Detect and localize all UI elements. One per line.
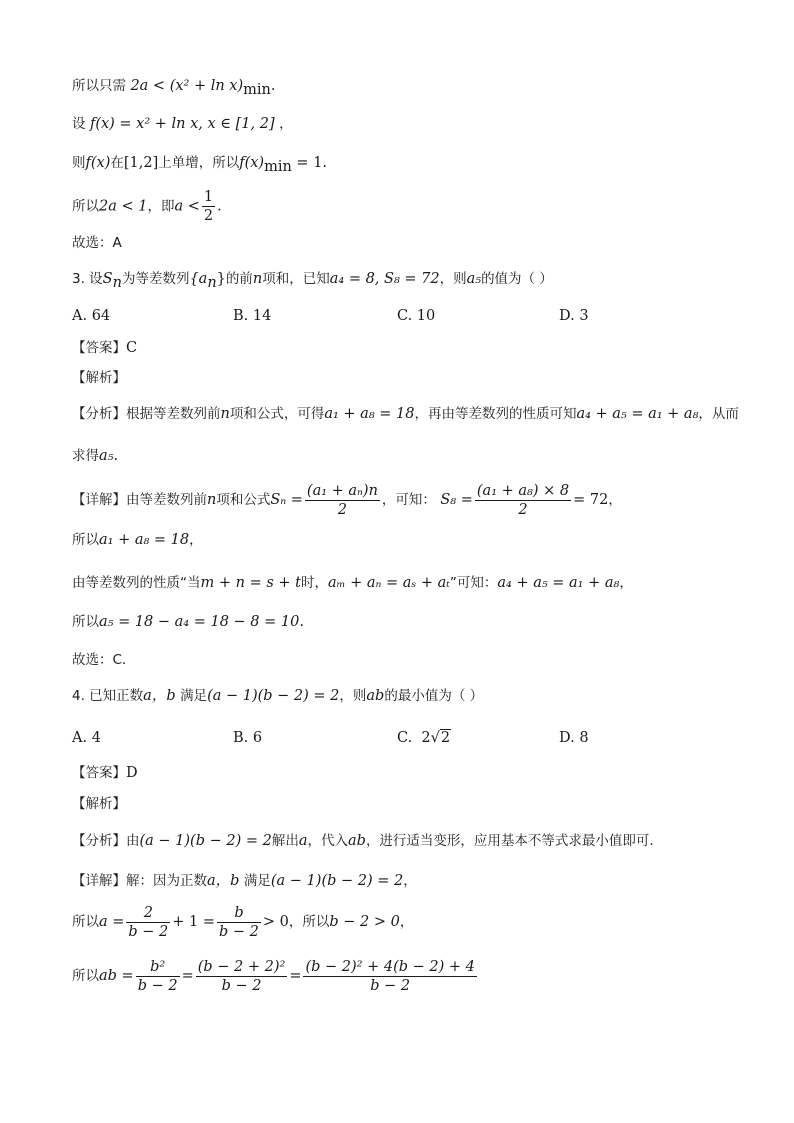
math: a₄ = 8, S₈ = 72 xyxy=(329,271,440,287)
math: 2a < 1 xyxy=(99,198,148,215)
math: f(x) xyxy=(85,155,111,171)
option-c: C. 2√2 xyxy=(397,730,451,746)
option-c: C. 10 xyxy=(397,308,436,324)
question-4-xiangjie xyxy=(72,871,417,891)
fraction: $\frac{\text{(b − 2)² + 4(b − 2) + 4}}{b - 2}$ xyxy=(305,958,475,994)
xiangjie-tag: 【详解】 xyxy=(72,873,126,889)
math: = 1. xyxy=(291,155,328,171)
text: 设 xyxy=(72,116,86,132)
math: a，b xyxy=(143,688,176,704)
option-a: A. 64 xyxy=(72,308,111,324)
text: ， xyxy=(608,492,622,508)
fraction: $\frac{\text{(a₁ + aₙ)n}}{2}$ xyxy=(306,482,378,518)
text: ，则 xyxy=(439,271,467,287)
fraction: $\frac{b}{b - 2}$ xyxy=(219,904,259,940)
answer-value: C xyxy=(126,340,138,356)
fraction: $\frac{\text{(b − 2 + 2)²}}{b - 2}$ xyxy=(197,958,286,994)
text: ， xyxy=(189,532,203,548)
math: } xyxy=(216,271,226,287)
option-d: D. 3 xyxy=(559,308,589,324)
math: 2a < (x² + ln x) xyxy=(130,78,244,94)
math-sub: min xyxy=(243,81,271,98)
text: 根据等差数列前 xyxy=(126,406,221,422)
text: ，则 xyxy=(339,688,367,704)
text: ，从而 xyxy=(698,406,739,422)
math: [1,2] xyxy=(123,155,159,171)
text: 在 xyxy=(110,155,124,171)
text: ，所以 xyxy=(288,914,330,930)
text: 解出 xyxy=(271,833,299,849)
text: 的最小值为（ ） xyxy=(384,688,484,704)
text: 所以 xyxy=(72,914,99,930)
math: f(x) = x² + ln x, x ∈ [1, 2] xyxy=(89,116,275,132)
text: 由 xyxy=(126,833,140,849)
text: 所以只需 xyxy=(72,78,126,94)
option-b: B. 6 xyxy=(233,730,263,746)
question-4-stem xyxy=(72,686,483,706)
option-b: B. 14 xyxy=(233,308,272,324)
math: n xyxy=(207,492,217,508)
text: 所以 xyxy=(72,614,99,630)
math: . xyxy=(113,448,119,464)
jiexi-tag: 【解析】 xyxy=(72,796,126,812)
math: + 1 = xyxy=(172,914,216,930)
text: 由等差数列前 xyxy=(126,492,207,508)
line-monotone xyxy=(72,153,327,173)
text: ， xyxy=(399,914,414,930)
text: 所以 xyxy=(72,532,99,548)
math-sub: n xyxy=(207,274,217,291)
text: 所以 xyxy=(72,198,99,215)
math: a = xyxy=(99,914,125,930)
question-4-fenxi: 【分析】由(a − 1)(b − 2) = 2解出a，代入ab，进行适当变形，应用基本不等式求最小值即可. xyxy=(72,833,654,849)
question-3-fenxi-cont xyxy=(72,446,118,466)
math: (a − 1)(b − 2) = 2 xyxy=(207,688,340,704)
question-4-step1 xyxy=(72,902,413,942)
math: f(x) xyxy=(239,155,265,171)
text: ， xyxy=(619,575,633,591)
math: a₁ + a₈ = 18 xyxy=(99,532,190,548)
line-define-f xyxy=(72,114,293,134)
text: ，即 xyxy=(147,198,175,215)
question-4-step2: 所以ab = $\frac{\text{b²}}{b - 2}$ = $\frac{\text{(b − 2 + 2)²}}{b - 2}$ = $\frac{\text{(b − 2)² + 4(b − 2) + 4}}{b - 2}$ xyxy=(72,958,475,994)
text: 为等差数列 xyxy=(121,271,190,287)
math: a < xyxy=(174,198,200,215)
text: 项和公式，可得 xyxy=(229,406,325,422)
math: > 0 xyxy=(262,914,289,930)
text: ，进行适当变形，应用基本不等式求最小值即可. xyxy=(365,833,654,849)
fraction: $\frac{\text{(a₁ + a₈) × 8}}{2}$ xyxy=(476,482,570,518)
text: 求得 xyxy=(72,448,99,464)
text: 满足 xyxy=(180,688,208,704)
question-3-fenxi xyxy=(72,404,739,424)
math: ab xyxy=(348,833,366,849)
question-3-answer xyxy=(72,338,137,358)
text: 满足 xyxy=(243,873,271,889)
fenxi-tag: 【分析】 xyxy=(72,833,126,849)
text: 的前 xyxy=(225,271,253,287)
question-4-jiexi xyxy=(72,794,126,814)
fraction: $\frac{1}{2}$ xyxy=(203,189,214,224)
text: ，可知： xyxy=(381,492,436,508)
text: ，代入 xyxy=(307,833,348,849)
math: S₈ = xyxy=(440,492,473,508)
math: ab xyxy=(366,688,385,704)
math: b − 2 > 0 xyxy=(329,914,400,930)
math: {a xyxy=(189,271,208,287)
question-4-answer xyxy=(72,763,138,783)
text: 的值为（ ） xyxy=(481,271,553,287)
text: 则 xyxy=(72,155,86,171)
fenxi-tag: 【分析】 xyxy=(72,406,126,422)
line-only-need: 所以只需 $2a < (x^2 + \ln x)_{min}$. xyxy=(72,78,276,98)
fraction: $\frac{\text{b²}}{b - 2}$ xyxy=(137,958,178,994)
question-3-choice xyxy=(72,650,126,670)
math-sub: n xyxy=(112,274,122,291)
text: 故选：C. xyxy=(72,652,127,668)
math: a₅ = 18 − a₄ = 18 − 8 = 10 xyxy=(99,614,300,630)
math: a₁ + a₈ = 18 xyxy=(324,406,415,422)
text: ， xyxy=(279,116,293,132)
line-conclude xyxy=(72,188,222,225)
math: Sₙ = xyxy=(270,492,303,508)
math: S xyxy=(102,271,113,287)
math: ab = xyxy=(99,968,134,984)
sqrt-symbol: √2 xyxy=(430,730,451,746)
text: 所以 xyxy=(72,968,99,984)
math: a₄ + a₅ = a₁ + a₈ xyxy=(576,406,699,422)
math: (a − 1)(b − 2) = 2 xyxy=(139,833,272,849)
math: n xyxy=(252,271,263,287)
option-a: A. 4 xyxy=(72,730,101,746)
text: 故选：A xyxy=(72,235,122,251)
text: ， xyxy=(403,873,417,889)
text: 3. 设 xyxy=(72,271,103,287)
math: a₄ + a₅ = a₁ + a₈ xyxy=(497,575,620,591)
math: = 72 xyxy=(573,492,609,508)
question-3-xiangjie xyxy=(72,480,622,520)
math: n xyxy=(220,406,230,422)
line-choice xyxy=(72,233,122,253)
fraction: $\frac{2}{b - 2}$ xyxy=(128,904,169,940)
text: ”可知： xyxy=(449,575,498,591)
option-d: D. 8 xyxy=(559,730,589,746)
question-3-property xyxy=(72,573,633,593)
math: m + n = s + t xyxy=(200,575,301,591)
answer-tag: 【答案】 xyxy=(72,765,126,781)
text: 时， xyxy=(300,575,328,591)
text: 由等差数列的性质“当 xyxy=(72,575,201,591)
question-3-result xyxy=(72,612,304,632)
math: a，b xyxy=(207,873,240,889)
question-3-step1 xyxy=(72,530,203,550)
text: 项和公式 xyxy=(216,492,271,508)
text: ，再由等差数列的性质可知 xyxy=(414,406,577,422)
xiangjie-tag: 【详解】 xyxy=(72,492,126,508)
question-3-stem xyxy=(72,269,553,289)
question-3-jiexi xyxy=(72,368,126,388)
answer-value: D xyxy=(126,765,138,781)
text: 解：因为正数 xyxy=(126,873,207,889)
math: a₅ xyxy=(466,271,482,287)
math: (a − 1)(b − 2) = 2 xyxy=(270,873,404,889)
math-sub: min xyxy=(264,158,292,175)
math: . xyxy=(217,198,222,215)
text: 项和，已知 xyxy=(262,271,330,287)
jiexi-tag: 【解析】 xyxy=(72,370,126,386)
text: 上单增，所以 xyxy=(158,155,240,171)
math: a₅ xyxy=(99,448,114,464)
math: aₘ + aₙ = aₛ + aₜ xyxy=(327,575,450,591)
math: . xyxy=(299,614,304,630)
text: 4. 已知正数 xyxy=(72,688,144,704)
answer-tag: 【答案】 xyxy=(72,340,126,356)
